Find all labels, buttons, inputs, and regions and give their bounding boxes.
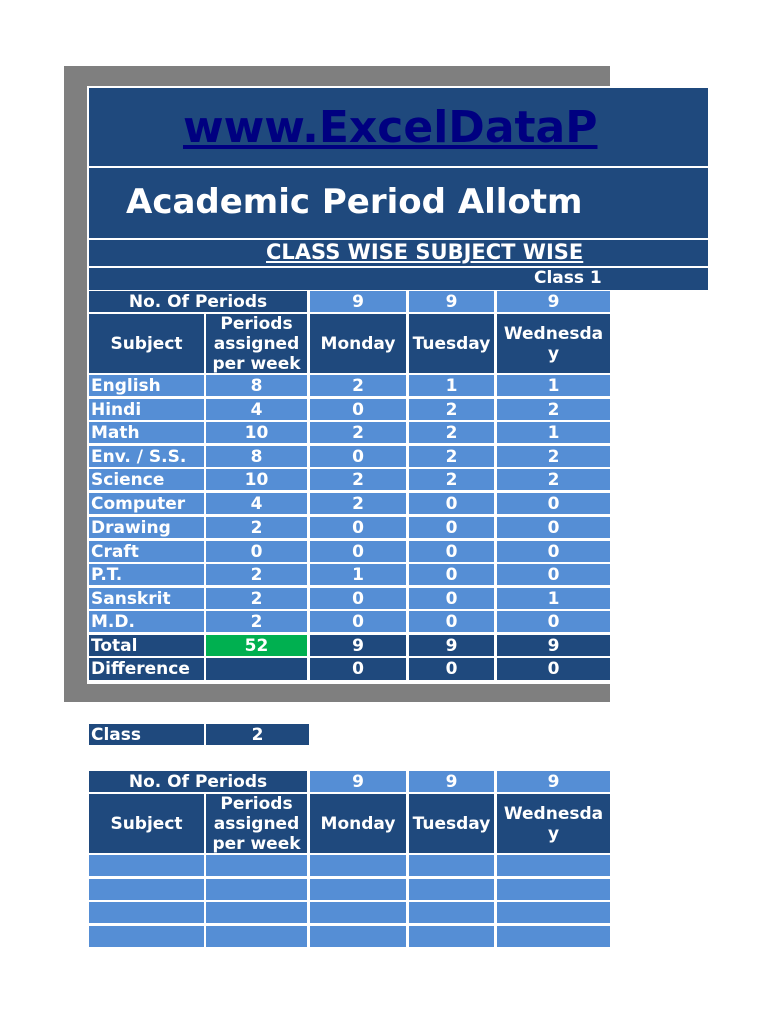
class1-row-wednesday[interactable]: [497, 446, 610, 467]
class1-row-tuesday-text: 0: [445, 611, 458, 632]
class1-row-subject[interactable]: [89, 375, 204, 396]
class1-row-assigned-text: 2: [250, 564, 263, 585]
class1-row-tuesday-text: 0: [445, 588, 458, 609]
class2-empty-cell[interactable]: [89, 926, 204, 947]
class1-row-monday[interactable]: [310, 469, 406, 490]
class1-row-assigned[interactable]: [206, 588, 307, 609]
class1-row-monday[interactable]: [310, 493, 406, 514]
class2-periods-day-1-text: 9: [352, 771, 364, 792]
class1-total-assigned-text: 52: [244, 635, 269, 656]
class1-row-wednesday-text: 0: [547, 541, 560, 562]
class1-row-subject[interactable]: [89, 422, 204, 443]
class1-monday-header[interactable]: [310, 314, 406, 373]
class1-periods-day-3[interactable]: [497, 291, 610, 312]
class2-empty-cell[interactable]: [206, 902, 307, 923]
class1-row-monday-text: 0: [352, 399, 364, 420]
class2-empty-cell[interactable]: [409, 879, 494, 900]
class1-row-assigned[interactable]: [206, 422, 307, 443]
class1-row-monday-text: 1: [352, 564, 364, 585]
class1-row-subject-text: Hindi: [91, 399, 142, 420]
class1-row-tuesday-text: 2: [445, 446, 458, 467]
class1-row-monday[interactable]: [310, 541, 406, 562]
class2-empty-cell[interactable]: [89, 879, 204, 900]
class1-total-monday-text: 9: [352, 635, 364, 656]
page-title-text: Academic Period Allotm: [126, 182, 583, 222]
class1-row-assigned[interactable]: [206, 564, 307, 585]
class2-no-of-periods-label-text: No. Of Periods: [128, 771, 268, 792]
class1-row-tuesday-text: 2: [445, 469, 458, 490]
class1-row-subject-text: Math: [91, 422, 140, 443]
class1-subject-header-text: Subject: [110, 333, 183, 354]
class1-row-monday[interactable]: [310, 446, 406, 467]
class1-total-wednesday-text: 9: [547, 635, 560, 656]
class2-empty-cell[interactable]: [310, 879, 406, 900]
class1-row-assigned-text: 10: [244, 469, 269, 490]
class1-row-subject-text: Sanskrit: [91, 588, 171, 609]
class1-row-wednesday-text: 2: [547, 446, 560, 467]
class1-row-assigned-text: 8: [250, 375, 263, 396]
class1-total-monday[interactable]: [310, 635, 406, 656]
class1-row-wednesday-text: 1: [547, 422, 560, 443]
class2-label-text: Class: [91, 724, 142, 745]
class2-periods-day-3[interactable]: [497, 771, 610, 792]
class1-periods-day-3-text: 9: [547, 291, 560, 312]
class1-row-tuesday-text: 0: [445, 564, 458, 585]
class2-monday-header-text: Monday: [320, 813, 396, 834]
class1-row-wednesday-text: 0: [547, 611, 560, 632]
class1-row-assigned[interactable]: [206, 399, 307, 420]
class1-row-wednesday[interactable]: [497, 469, 610, 490]
class1-row-assigned-text: 2: [250, 588, 263, 609]
class1-row-assigned[interactable]: [206, 517, 307, 538]
class1-row-monday[interactable]: [310, 517, 406, 538]
class1-row-subject[interactable]: [89, 446, 204, 467]
class1-row-tuesday-text: 2: [445, 422, 458, 443]
class1-tuesday-header-text: Tuesday: [412, 333, 491, 354]
class1-row-assigned[interactable]: [206, 541, 307, 562]
class1-tuesday-header[interactable]: [409, 314, 494, 373]
class1-row-subject[interactable]: [89, 469, 204, 490]
website-link[interactable]: www.ExcelDataP: [183, 102, 598, 153]
class2-empty-cell[interactable]: [409, 902, 494, 923]
class1-row-monday-text: 0: [352, 541, 364, 562]
class1-row-monday-text: 2: [352, 422, 364, 443]
class2-empty-cell[interactable]: [409, 855, 494, 876]
class2-periods-day-1[interactable]: [310, 771, 406, 792]
class1-row-subject-text: Craft: [91, 541, 139, 562]
class1-assigned-header[interactable]: [206, 314, 307, 373]
class1-row-wednesday-text: 1: [547, 588, 560, 609]
class1-row-monday[interactable]: [310, 588, 406, 609]
class2-label[interactable]: [89, 724, 204, 745]
class1-difference-monday-text: 0: [352, 659, 364, 679]
class1-subject-header[interactable]: [89, 314, 204, 373]
class1-row-wednesday[interactable]: [497, 611, 610, 632]
class2-empty-cell[interactable]: [206, 926, 307, 947]
class1-row-subject[interactable]: [89, 588, 204, 609]
class2-monday-header[interactable]: [310, 794, 406, 853]
class1-difference-label-text: Difference: [91, 659, 190, 679]
class1-difference-monday[interactable]: [310, 658, 406, 680]
class2-empty-cell[interactable]: [310, 902, 406, 923]
class1-row-monday-text: 2: [352, 469, 364, 490]
class1-difference-wednesday[interactable]: [497, 658, 610, 680]
class2-subject-header[interactable]: [89, 794, 204, 853]
class1-difference-tuesday-text: 0: [445, 659, 458, 679]
class2-wednesday-header[interactable]: [497, 794, 610, 853]
class-heading-text: Class 1: [534, 268, 602, 288]
class1-row-assigned-text: 4: [250, 399, 263, 420]
class1-row-tuesday-text: 0: [445, 493, 458, 514]
class1-periods-day-2[interactable]: [409, 291, 494, 312]
class1-row-monday[interactable]: [310, 611, 406, 632]
class1-row-wednesday-text: 2: [547, 399, 560, 420]
class1-row-tuesday[interactable]: [409, 611, 494, 632]
class2-empty-cell[interactable]: [497, 926, 610, 947]
class1-row-assigned[interactable]: [206, 446, 307, 467]
class1-row-assigned-text: 8: [250, 446, 263, 467]
class1-row-wednesday-text: 2: [547, 469, 560, 490]
class1-row-assigned-text: 10: [244, 422, 269, 443]
class1-row-assigned[interactable]: [206, 375, 307, 396]
class1-row-wednesday[interactable]: [497, 564, 610, 585]
class2-no-of-periods-label[interactable]: [89, 771, 307, 792]
class1-row-subject[interactable]: [89, 564, 204, 585]
class1-row-monday-text: 0: [352, 446, 364, 467]
class1-row-tuesday-text: 1: [445, 375, 458, 396]
class1-row-assigned-text: 2: [250, 611, 263, 632]
class1-monday-header-text: Monday: [320, 333, 396, 354]
class1-difference-assigned[interactable]: [206, 658, 307, 680]
class1-row-tuesday[interactable]: [409, 469, 494, 490]
class2-empty-cell[interactable]: [310, 855, 406, 876]
class1-periods-day-1[interactable]: [310, 291, 406, 312]
class2-periods-day-2-text: 9: [445, 771, 458, 792]
subtitle-text: CLASS WISE SUBJECT WISE: [266, 240, 584, 264]
class2-empty-cell[interactable]: [497, 879, 610, 900]
class1-periods-day-1-text: 9: [352, 291, 364, 312]
class1-row-assigned-text: 0: [250, 541, 263, 562]
class1-row-tuesday[interactable]: [409, 422, 494, 443]
class2-assigned-header[interactable]: [206, 794, 307, 853]
class1-row-subject-text: Science: [91, 469, 165, 490]
class1-row-tuesday-text: 0: [445, 517, 458, 538]
class1-row-wednesday-text: 0: [547, 564, 560, 585]
class2-empty-cell[interactable]: [497, 855, 610, 876]
class1-row-wednesday[interactable]: [497, 517, 610, 538]
class1-row-tuesday-text: 0: [445, 541, 458, 562]
class1-row-wednesday[interactable]: [497, 588, 610, 609]
class1-row-tuesday[interactable]: [409, 564, 494, 585]
class1-row-assigned-text: 4: [250, 493, 263, 514]
class1-row-subject-text: English: [91, 375, 161, 396]
class1-row-wednesday[interactable]: [497, 375, 610, 396]
class1-total-label[interactable]: [89, 635, 204, 656]
class1-row-subject[interactable]: [89, 493, 204, 514]
class2-tuesday-header[interactable]: [409, 794, 494, 853]
class1-row-tuesday[interactable]: [409, 446, 494, 467]
class1-row-assigned[interactable]: [206, 469, 307, 490]
class1-row-monday-text: 2: [352, 375, 364, 396]
class1-row-subject[interactable]: [89, 517, 204, 538]
class1-row-tuesday[interactable]: [409, 517, 494, 538]
class2-empty-cell[interactable]: [89, 902, 204, 923]
class1-row-subject-text: Drawing: [91, 517, 171, 538]
class1-row-tuesday[interactable]: [409, 493, 494, 514]
class1-row-monday[interactable]: [310, 422, 406, 443]
class1-row-subject-text: P.T.: [91, 564, 123, 585]
class1-row-tuesday[interactable]: [409, 541, 494, 562]
class2-periods-day-2[interactable]: [409, 771, 494, 792]
class1-total-tuesday[interactable]: [409, 635, 494, 656]
class1-row-wednesday[interactable]: [497, 493, 610, 514]
class2-empty-cell[interactable]: [310, 926, 406, 947]
class1-row-monday-text: 2: [352, 493, 364, 514]
class1-row-subject[interactable]: [89, 611, 204, 632]
class1-row-subject[interactable]: [89, 399, 204, 420]
class1-row-monday-text: 0: [352, 611, 364, 632]
class1-total-assigned[interactable]: [206, 635, 307, 656]
class1-difference-tuesday[interactable]: [409, 658, 494, 680]
class1-difference-wednesday-text: 0: [547, 659, 560, 679]
class2-number-text: 2: [251, 724, 264, 745]
class1-row-monday[interactable]: [310, 399, 406, 420]
class1-total-tuesday-text: 9: [445, 635, 458, 656]
class1-row-monday[interactable]: [310, 564, 406, 585]
class2-empty-cell[interactable]: [497, 902, 610, 923]
class1-row-tuesday-text: 2: [445, 399, 458, 420]
class1-row-monday-text: 0: [352, 517, 364, 538]
class2-empty-cell[interactable]: [409, 926, 494, 947]
class2-tuesday-header-text: Tuesday: [412, 813, 491, 834]
class1-row-wednesday[interactable]: [497, 541, 610, 562]
class1-row-subject-text: Env. / S.S.: [91, 446, 187, 467]
class1-row-wednesday[interactable]: [497, 399, 610, 420]
class1-row-tuesday[interactable]: [409, 399, 494, 420]
class1-row-assigned-text: 2: [250, 517, 263, 538]
class1-row-wednesday[interactable]: [497, 422, 610, 443]
class1-difference-label[interactable]: [89, 658, 204, 680]
class1-row-tuesday[interactable]: [409, 375, 494, 396]
class1-assigned-header-text: Periods assigned per week: [212, 314, 301, 373]
class1-periods-day-2-text: 9: [445, 291, 458, 312]
class1-no-of-periods-label-text: No. Of Periods: [128, 291, 268, 312]
class1-wednesday-header-text: Wednesda y: [503, 323, 604, 364]
class1-row-wednesday-text: 0: [547, 517, 560, 538]
class1-row-monday-text: 0: [352, 588, 364, 609]
class2-empty-cell[interactable]: [89, 855, 204, 876]
class1-row-subject-text: M.D.: [91, 611, 135, 632]
class2-number[interactable]: [206, 724, 309, 745]
class1-wednesday-header[interactable]: [497, 314, 610, 373]
class1-row-assigned[interactable]: [206, 493, 307, 514]
class1-row-subject-text: Computer: [91, 493, 186, 514]
class1-row-tuesday[interactable]: [409, 588, 494, 609]
class2-assigned-header-text: Periods assigned per week: [212, 794, 301, 853]
class2-subject-header-text: Subject: [110, 813, 183, 834]
class1-row-assigned[interactable]: [206, 611, 307, 632]
class2-wednesday-header-text: Wednesda y: [503, 803, 604, 844]
class2-periods-day-3-text: 9: [547, 771, 560, 792]
class1-total-label-text: Total: [91, 635, 138, 656]
class1-total-wednesday[interactable]: [497, 635, 610, 656]
class1-row-wednesday-text: 0: [547, 493, 560, 514]
class1-row-subject[interactable]: [89, 541, 204, 562]
class2-empty-cell[interactable]: [206, 879, 307, 900]
class1-row-monday[interactable]: [310, 375, 406, 396]
class1-row-wednesday-text: 1: [547, 375, 560, 396]
class1-no-of-periods-label[interactable]: [89, 291, 307, 312]
class2-empty-cell[interactable]: [206, 855, 307, 876]
